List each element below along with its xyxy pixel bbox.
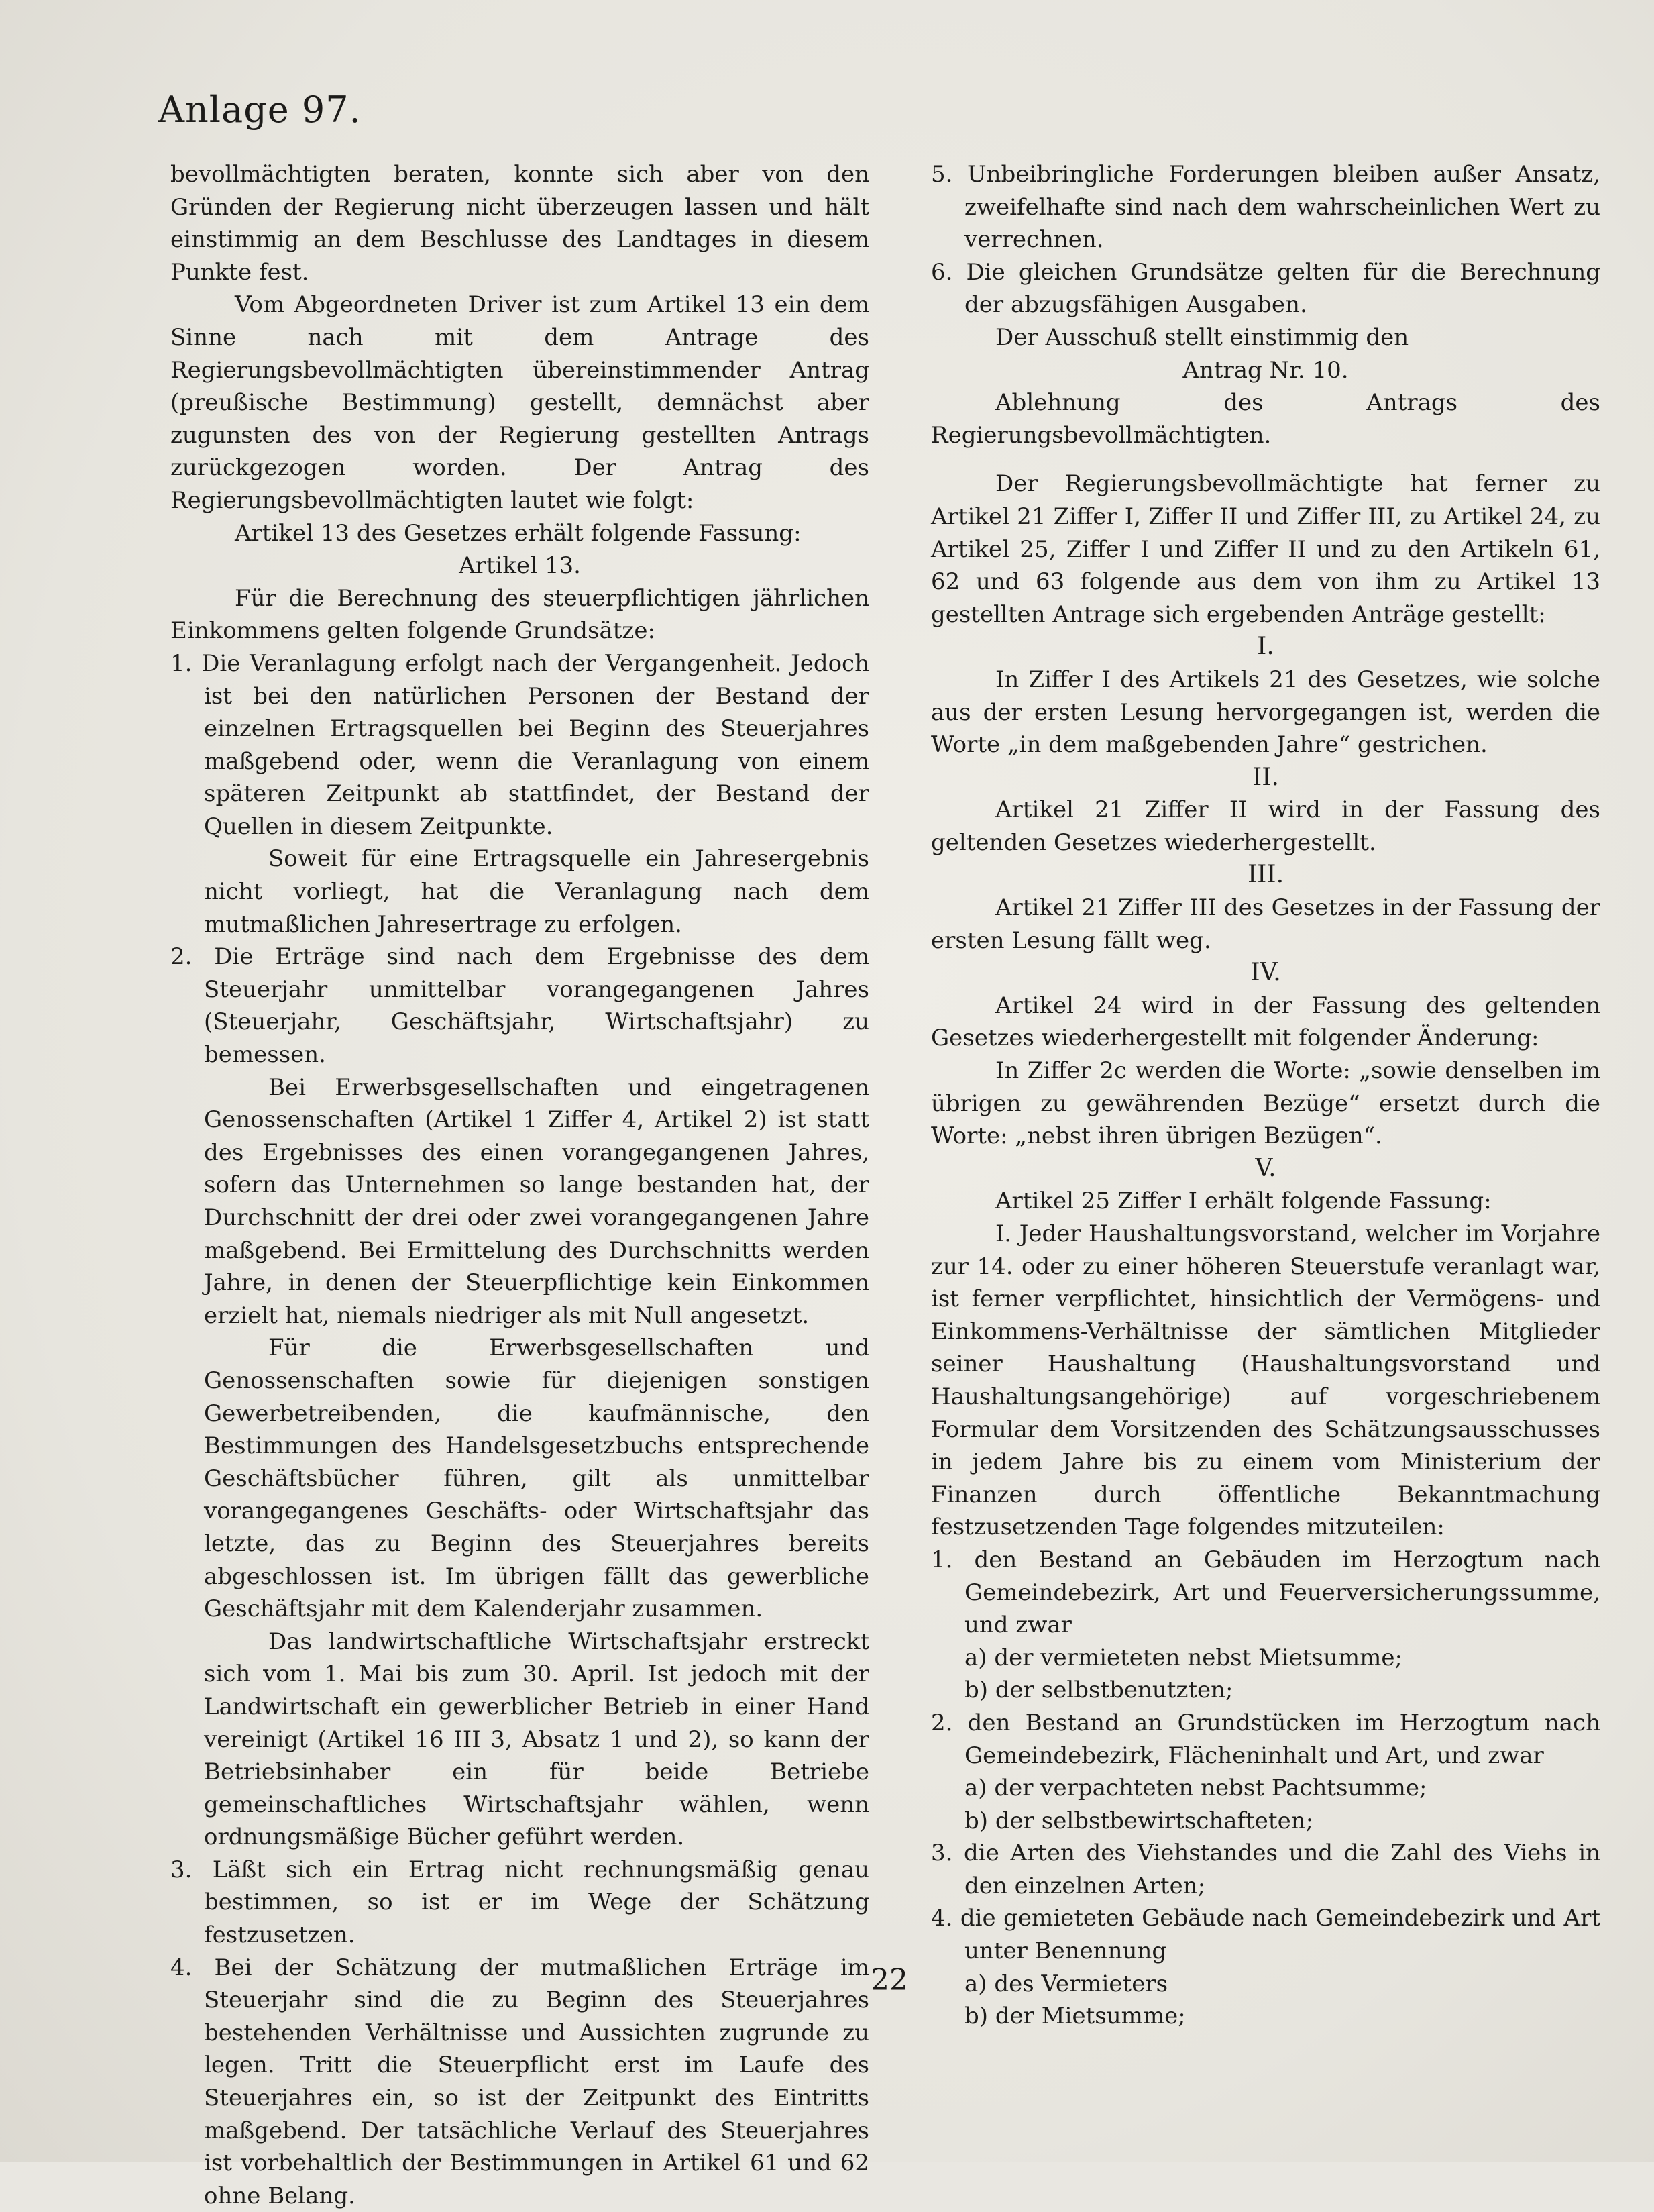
right-paragraph: 5. Unbeibringliche Forderungen bleiben außer Ansatz, zweifelhafte sind nach dem wahrscheinlichen Wert zu verrechnen. [931,161,1600,254]
right-paragraph: Artikel 25 Ziffer I erhält folgende Fassung: [995,1188,1492,1215]
left-paragraph: bevollmächtigten beraten, konnte sich aber von den Gründen der Regierung nicht überzeugen lassen und hält einstimmig an dem Beschlusse des Landtages in diesem Punkte fest. [170,161,869,286]
left-paragraph: Das landwirtschaftliche Wirtschaftsjahr erstreckt sich vom 1. Mai bis zum 30. April. Ist jedoch mit der Landwirtschaft ein gewerblicher Betrieb in einer Hand vereinigt (Artikel 16 III 3, Absatz 1 und 2), so kann der Betriebsinhaber ein für beide Betriebe gemeinschaftliches Wirtschaftsjahr wählen, wenn ordnungsmäßige Bücher geführt werden. [204,1628,869,1851]
left-paragraph: 4. Bei der Schätzung der mutmaßlichen Erträge im Steuerjahr sind die zu Beginn des Steuerjahres bestehenden Verhältnisse und Aussichten zugrunde zu legen. Tritt die Steuerpflicht erst im Laufe des Steuerjahres ein, so ist der Zeitpunkt des Eintritts maßgebend. Der tatsächliche Verlauf des Steuerjahres ist vorbehaltlich der Bestimmungen in Artikel 61 und 62 ohne Belang. [170,1954,869,2209]
right-paragraph: b) der selbstbewirtschafteten; [964,1807,1314,1834]
left-paragraph: Für die Berechnung des steuerpflichtigen jährlichen Einkommens gelten folgende Grundsätze: [170,584,869,645]
right-paragraph: V. [1255,1154,1276,1182]
right-paragraph: Artikel 24 wird in der Fassung des geltenden Gesetzes wiederhergestellt mit folgender Änderung: [931,992,1600,1052]
right-paragraph: a) des Vermieters [964,1970,1168,1997]
right-paragraph: In Ziffer 2c werden die Worte: „sowie denselben im übrigen zu gewährenden Bezüge“ ersetzt durch die Worte: „nebst ihren übrigen Bezügen“. [931,1057,1600,1150]
right-paragraph: I. [1257,633,1274,661]
left-paragraph: Für die Erwerbsgesellschaften und Genossenschaften sowie für diejenigen sonstigen Gewerbetreibenden, die kaufmännische, den Bestimmungen des Handelsgesetzbuchs entsprechende Geschäftsbücher führen, gilt als unmittelbar vorangegangenes Geschäfts- oder Wirtschaftsjahr das letzte, das zu Beginn des Steuerjahres bereits abgeschlossen ist. Im übrigen fällt das gewerbliche Geschäftsjahr mit dem Kalenderjahr zusammen. [204,1334,869,1623]
left-column [170,158,869,2212]
left-paragraph: Soweit für eine Ertragsquelle ein Jahresergebnis nicht vorliegt, hat die Veranlagung nach dem mutmaßlichen Jahresertrage zu erfolgen. [204,845,869,938]
right-paragraph: b) der Mietsumme; [964,2003,1186,2030]
left-paragraph: Artikel 13 des Gesetzes erhält folgende Fassung: [235,519,802,547]
left-paragraph: 2. Die Erträge sind nach dem Ergebnisse des dem Steuerjahr unmittelbar vorangegangenen Jahres (Steuerjahr, Geschäftsjahr, Wirtschaftsjahr) zu bemessen. [170,943,869,1069]
right-paragraph: 1. den Bestand an Gebäuden im Herzogtum nach Gemeindebezirk, Art und Feuerversicherungssumme, und zwar [931,1546,1600,1639]
right-paragraph: Der Ausschuß stellt einstimmig den [995,323,1409,351]
right-paragraph: 6. Die gleichen Grundsätze gelten für die Berechnung der abzugsfähigen Ausgaben. [931,258,1600,319]
right-paragraph: a) der verpachteten nebst Pachtsumme; [964,1775,1427,1802]
left-paragraph: 1. Die Veranlagung erfolgt nach der Vergangenheit. Jedoch ist bei den natürlichen Personen der Bestand der einzelnen Ertragsquellen bei Beginn des Steuerjahres maßgebend oder, wenn die Veranlagung von einem späteren Zeitpunkt ab stattfindet, der Bestand der Quellen in diesem Zeitpunkte. [170,649,869,840]
right-paragraph: b) der selbstbenutzten; [964,1677,1233,1704]
right-paragraph: 2. den Bestand an Grundstücken im Herzogtum nach Gemeindebezirk, Flächeninhalt und Art, und zwar [931,1709,1600,1769]
right-paragraph: I. Jeder Haushaltungsvorstand, welcher im Vorjahre zur 14. oder zu einer höheren Steuerstufe veranlagt war, ist ferner verpflichtet, hinsichtlich der Vermögens- und Einkommens-Verhältnisse der sämtlichen Mitglieder seiner Haushaltung (Haushaltungsvorstand und Haushaltungsangehörige) auf vorgeschriebenem Formular dem Vorsitzenden des Schätzungsausschusses in jedem Jahre bis zu einem vom Ministerium der Finanzen durch öffentliche Bekanntmachung festzusetzenden Tage folgendes mitzuteilen: [931,1220,1600,1541]
right-paragraph: a) der vermieteten nebst Mietsumme; [964,1644,1402,1671]
right-paragraph: IV. [1250,959,1281,987]
left-paragraph: 3. Läßt sich ein Ertrag nicht rechnungsmäßig genau bestimmen, so ist er im Wege der Schätzung festzusetzen. [170,1856,869,1949]
left-paragraph: Bei Erwerbsgesellschaften und eingetragenen Genossenschaften (Artikel 1 Ziffer 4, Artikel 2) ist statt des Ergebnisses des einen vorangegangenen Jahres, sofern das Unternehmen so lange bestanden hat, der Durchschnitt der drei oder zwei vorangegangenen Jahre maßgebend. Bei Ermittelung des Durchschnitts werden Jahre, in denen der Steuerpflichtige kein Einkommen erzielt hat, niemals niedriger als mit Null angesetzt. [204,1073,869,1329]
right-paragraph: 3. die Arten des Viehstandes und die Zahl des Viehs in den einzelnen Arten; [931,1840,1600,1899]
right-paragraph: Artikel 21 Ziffer II wird in der Fassung des geltenden Gesetzes wiederhergestellt. [931,796,1600,856]
right-paragraph: Der Regierungsbevollmächtigte hat ferner zu Artikel 21 Ziffer I, Ziffer II und Ziffer III, zu Artikel 24, zu Artikel 25, Ziffer I und Ziffer II und zu den Artikeln 61, 62 und 63 folgende aus dem von ihm zu Artikel 13 gestellten Antrage sich ergebenden Anträge gestellt: [931,470,1600,628]
right-paragraph: Ablehnung des Antrags des Regierungsbevollmächtigten. [931,389,1600,449]
right-paragraph: In Ziffer I des Artikels 21 des Gesetzes, wie solche aus der ersten Lesung hervorgegangen ist, werden die Worte „in dem maßgebenden Jahre“ gestrichen. [931,666,1600,759]
appendix-title: Anlage 97. [158,89,362,131]
right-column [931,158,1600,2033]
right-paragraph: Artikel 21 Ziffer III des Gesetzes in der Fassung der ersten Lesung fällt weg. [931,894,1600,954]
right-paragraph: II. [1252,763,1279,791]
left-paragraph: Vom Abgeordneten Driver ist zum Artikel 13 ein dem Sinne nach mit dem Antrage des Regierungsbevollmächtigten übereinstimmender Antrag (preußische Bestimmung) gestellt, demnächst aber zugunsten des von der Regierung gestellten Antrags zurückgezogen worden. Der Antrag des Regierungsbevollmächtigten lautet wie folgt: [170,291,869,514]
right-paragraph: III. [1247,861,1284,889]
page-number: 22 [871,1963,908,1997]
left-paragraph: Artikel 13. [459,552,581,580]
right-paragraph: Antrag Nr. 10. [1182,356,1349,384]
right-paragraph: 4. die gemieteten Gebäude nach Gemeindebezirk und Art unter Benennung [931,1905,1600,1965]
